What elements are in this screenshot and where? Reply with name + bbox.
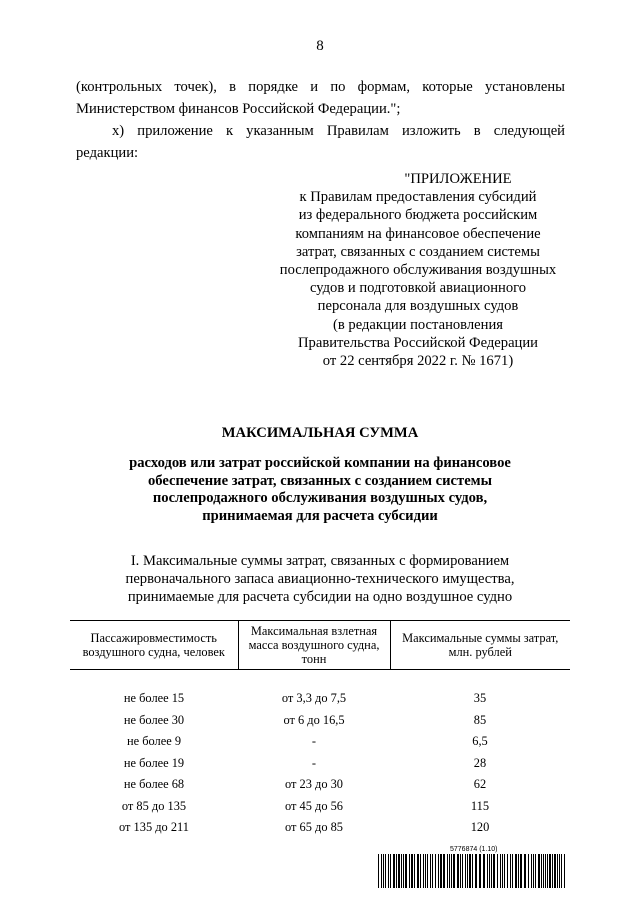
text-line: редакции: (76, 145, 139, 161)
table-row (70, 817, 570, 839)
cell-mass: от 6 до 16,5 (283, 712, 345, 727)
subtitle-line: обеспечение затрат, связанных с созданием системы (147, 472, 493, 489)
costs-table (70, 620, 570, 839)
table-row (70, 796, 570, 818)
cell-mass: от 45 до 56 (284, 798, 344, 813)
appendix-line: (в редакции постановления (333, 316, 503, 333)
cell-mass: от 65 до 85 (284, 820, 344, 835)
header-passenger-capacity: Пассажировместимость воздушного судна, человек (70, 621, 238, 670)
text-line: (контрольных точек), в порядке и по формам, которые установлены (76, 79, 565, 95)
paragraph-amendment (76, 120, 565, 164)
cell-cost: 85 (473, 712, 487, 727)
page-number: 8 (316, 38, 324, 54)
document-title: МАКСИМАЛЬНАЯ СУММА (221, 425, 419, 441)
appendix-line: от 22 сентября 2022 г. № 1671) (322, 353, 514, 370)
cell-mass: - (311, 734, 317, 749)
barcode-block (378, 846, 568, 888)
appendix-line: из федерального бюджета российским (298, 207, 538, 224)
cell-capacity: не более 19 (123, 755, 185, 770)
appendix-block (268, 170, 568, 370)
cell-capacity: не более 9 (126, 734, 182, 749)
section-heading (0, 552, 640, 606)
cell-capacity: не более 15 (123, 691, 185, 706)
document-subtitle (0, 455, 640, 525)
cell-capacity: не более 30 (123, 712, 185, 727)
cell-cost: 120 (470, 820, 490, 835)
header-takeoff-mass: Максимальная взлетная масса воздушного судна, тонн (238, 621, 390, 670)
cell-capacity: не более 68 (123, 777, 185, 792)
text-line: х) приложение к указанным Правилам изложить в следующей (112, 123, 565, 139)
appendix-line: персонала для воздушных судов (317, 298, 519, 315)
cell-mass: от 23 до 30 (284, 777, 344, 792)
subtitle-line: расходов или затрат российской компании на финансовое (129, 455, 511, 471)
table-row (70, 688, 570, 710)
cell-capacity: от 135 до 211 (119, 820, 189, 835)
cell-cost: 28 (473, 755, 487, 770)
appendix-line: затрат, связанных с созданием системы (296, 243, 540, 260)
appendix-heading: "ПРИЛОЖЕНИЕ (404, 171, 512, 187)
table-header-row (70, 621, 570, 670)
section-line: первоначального запаса авиационно-технического имущества, (125, 571, 515, 587)
cell-cost: 6,5 (472, 734, 488, 749)
appendix-line: послепродажного обслуживания воздушных (279, 262, 557, 279)
paragraph-continuation (76, 76, 565, 120)
table-row (70, 731, 570, 753)
appendix-line: Правительства Российской Федерации (298, 334, 538, 351)
cell-mass: - (311, 755, 317, 770)
subtitle-line: принимаемая для расчета субсидии (202, 507, 438, 524)
cell-cost: 62 (473, 777, 487, 792)
cell-mass: от 3,3 до 7,5 (281, 691, 347, 706)
table-row (70, 774, 570, 796)
section-line: принимаемые для расчета субсидии на одно воздушное судно (127, 589, 513, 605)
appendix-line: к Правилам предоставления субсидий (299, 189, 537, 206)
section-line: I. Максимальные суммы затрат, связанных с формированием (130, 553, 510, 569)
table-row (70, 753, 570, 775)
appendix-line: компаниям на финансовое обеспечение (295, 225, 541, 242)
barcode-image (378, 854, 568, 888)
cell-cost: 35 (473, 691, 487, 706)
table-row (70, 710, 570, 732)
cell-capacity: от 85 до 135 (121, 798, 187, 813)
appendix-line: судов и подготовкой авиационного (309, 280, 527, 297)
cell-cost: 115 (470, 798, 490, 813)
subtitle-line: послепродажного обслуживания воздушных судов, (152, 490, 488, 507)
table-spacer (70, 670, 570, 689)
text-line: Министерством финансов Российской Федерации."; (76, 101, 401, 117)
barcode-label: 5776874 (1.10) (450, 846, 498, 853)
header-max-cost: Максимальные суммы затрат, млн. рублей (390, 621, 570, 670)
